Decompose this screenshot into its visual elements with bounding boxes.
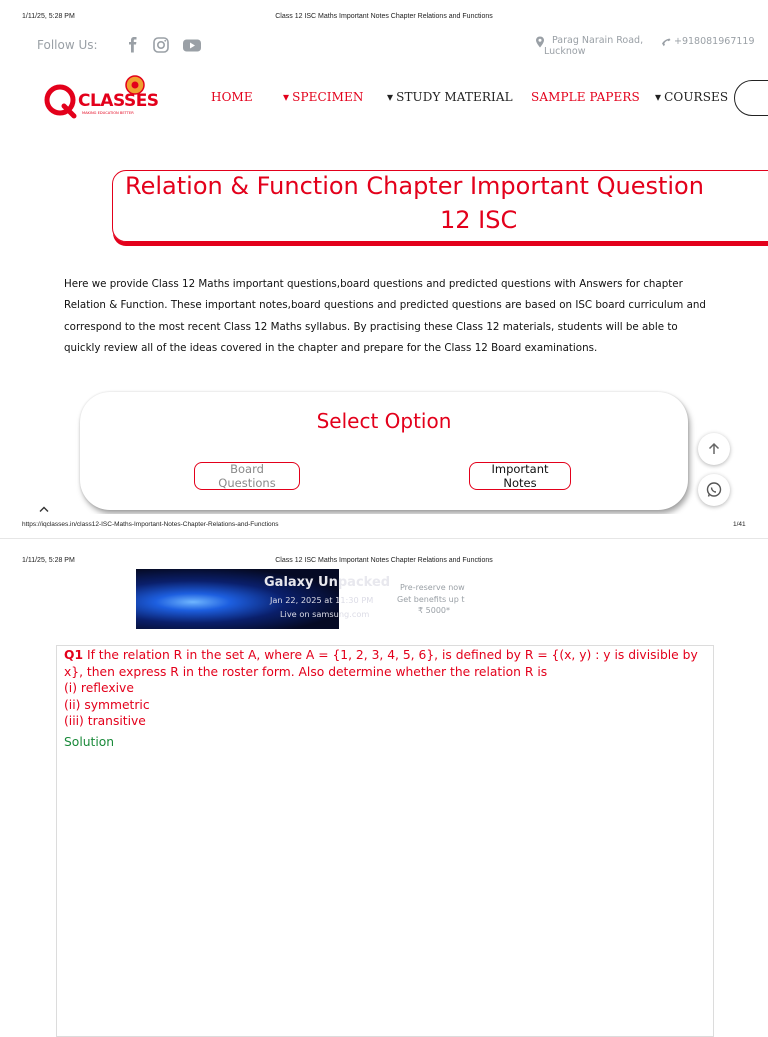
ad-cta-3: ₹ 5000* xyxy=(418,606,450,615)
select-option-title: Select Option xyxy=(316,409,452,433)
hero-title-line-1: Relation & Function Chapter Important Question xyxy=(125,172,704,200)
print-doc-title-2: Class 12 ISC Maths Important Notes Chapter Relations and Functions xyxy=(275,557,493,564)
question-part-1: (i) reflexive xyxy=(64,681,134,695)
address-line-2: Lucknow xyxy=(544,46,586,57)
nav-specimen-label: SPECIMEN xyxy=(292,90,364,104)
hero-title-line-2: 12 ISC xyxy=(440,206,518,234)
print-timestamp: 1/11/25, 5:28 PM xyxy=(22,13,75,20)
print-doc-title: Class 12 ISC Maths Important Notes Chapter Relations and Functions xyxy=(275,13,493,20)
nav-sample-papers[interactable]: SAMPLE PAPERS xyxy=(531,90,640,104)
page-break xyxy=(0,538,768,539)
select-option-card xyxy=(80,392,688,510)
hero-title-clip xyxy=(0,0,768,260)
select-option-clip xyxy=(0,380,768,514)
question-part-3: (iii) transitive xyxy=(64,714,146,728)
question-part-2: (ii) symmetric xyxy=(64,697,150,712)
caret-down-icon: ▾ xyxy=(387,90,394,104)
question-1-text xyxy=(64,647,704,680)
logo-text: CLASSES xyxy=(78,91,159,111)
ad-cta-2: Get benefits up t xyxy=(397,595,465,604)
ad-live: Live on samsung.com xyxy=(280,609,370,619)
ad-headline: Galaxy Unpacked xyxy=(264,575,391,590)
question-number: Q1 xyxy=(64,648,84,662)
print-footer-url: https://iqclasses.in/class12-ISC-Maths-Important-Notes-Chapter-Relations-and-Functions xyxy=(22,521,279,528)
ad-date: Jan 22, 2025 at 11:30 PM xyxy=(270,595,374,605)
scroll-to-top-button[interactable] xyxy=(698,433,730,465)
question-1 xyxy=(64,647,704,750)
board-questions-button[interactable]: Board Questions xyxy=(194,462,300,490)
chevron-up-icon[interactable] xyxy=(38,500,50,518)
whatsapp-button[interactable] xyxy=(698,474,730,506)
arrow-up-icon xyxy=(707,442,721,456)
important-notes-button[interactable]: Important Notes xyxy=(469,462,571,490)
print-page-number: 1/41 xyxy=(733,521,746,528)
caret-down-icon: ▾ xyxy=(655,90,662,104)
logo-tagline: MAKING EDUCATION BETTER xyxy=(82,111,134,115)
print-timestamp-2: 1/11/25, 5:28 PM xyxy=(22,557,75,564)
nav-courses-label: COURSES xyxy=(664,90,729,104)
caret-down-icon: ▾ xyxy=(283,90,290,104)
ad-cta-1: Pre-reserve now xyxy=(400,583,465,592)
solution-label[interactable]: Solution xyxy=(64,734,115,749)
nav-study-material-label: STUDY MATERIAL xyxy=(396,90,513,104)
galaxy-unpacked-ad[interactable] xyxy=(136,569,469,629)
intro-paragraph: Here we provide Class 12 Maths important questions,board questions and predicted questions with Answers for chapter Relation & Function. These important notes,board questions and predicted questions are based on ISC board curriculum and correspond to the most recent Class 12 Maths syllabus. By practising these Class 12 materials, students will be able to quickly review all of the ideas covered in the chapter and prepare for the Class 12 Board examinations. xyxy=(64,278,706,354)
nav-home[interactable]: HOME xyxy=(211,90,253,104)
follow-us-label: Follow Us: xyxy=(37,38,98,52)
whatsapp-icon xyxy=(705,481,723,499)
address-line-1: Parag Narain Road, xyxy=(552,35,644,46)
phone-number[interactable]: +918081967119 xyxy=(674,36,755,47)
question-stem: If the relation R in the set A, where A = {1, 2, 3, 4, 5, 6}, is defined by R = {(x, y) : y is divisible by x}, then express R in the roster form. Also determine whether the relation R is xyxy=(64,648,698,679)
